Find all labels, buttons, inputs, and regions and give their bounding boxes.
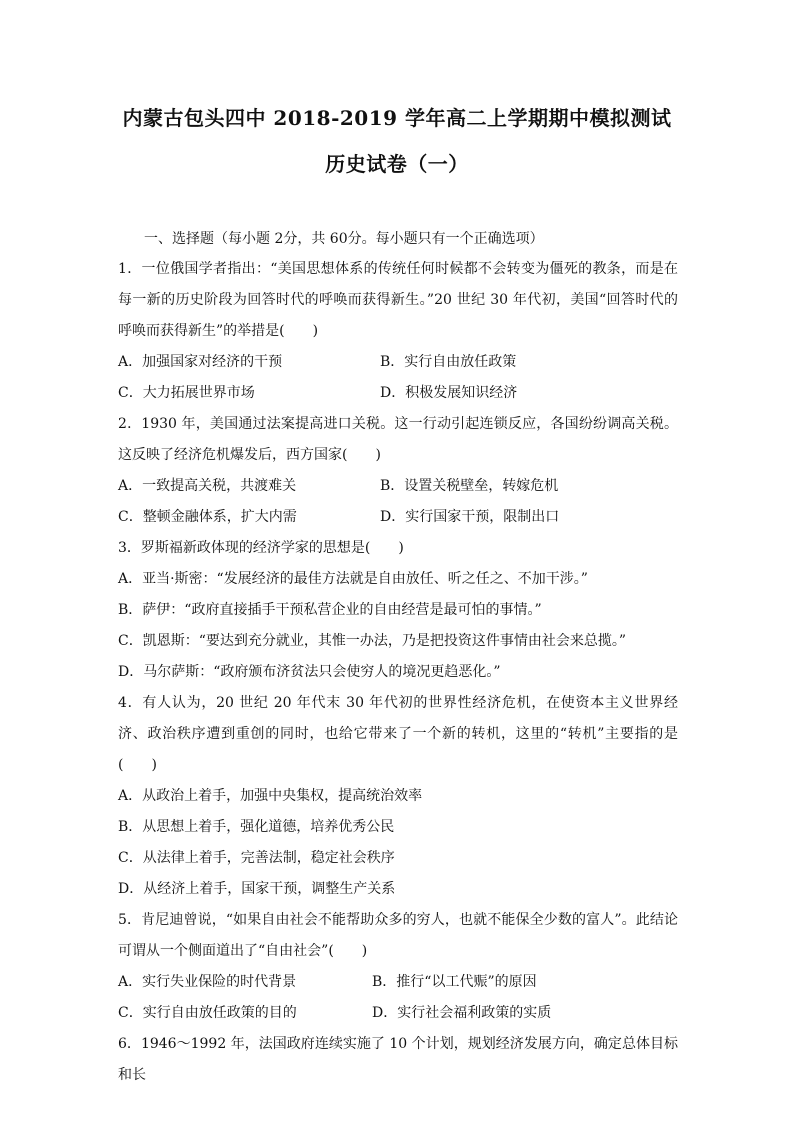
option-a: A．从政治上着手，加强中央集权，提高统治效率: [118, 788, 423, 804]
option-c: C．从法律上着手，完善法制，稳定社会秩序: [118, 850, 395, 866]
question-5-stem: 5．肯尼迪曾说，“如果自由社会不能帮助众多的穷人，也就不能保全少数的富人”。此结论可谓从一个侧面道出了“自由社会”( ): [118, 912, 678, 959]
option-a: A．亚当·斯密：“发展经济的最佳方法就是自由放任、听之任之、不加干涉。”: [118, 571, 588, 587]
question-3-stem: 3．罗斯福新政体现的经济学家的思想是( ): [118, 540, 404, 556]
question-2-options-row-2: [118, 502, 678, 533]
question-2-stem: 2．1930 年，美国通过法案提高进口关税。这一行动引起连锁反应，各国纷纷调高关税。这反映了经济危机爆发后，西方国家( ): [118, 416, 678, 463]
option-c: C．整顿金融体系，扩大内需: [118, 509, 297, 525]
option-d: D．马尔萨斯：“政府颁布济贫法只会使穷人的境况更趋恶化。”: [118, 664, 501, 680]
option-b: B．从思想上着手，强化道德，培养优秀公民: [118, 819, 395, 835]
exam-body: [118, 224, 678, 1091]
option-a: A．一致提高关税，共渡难关: [118, 478, 297, 494]
option-b: B．实行自由放任政策: [380, 354, 517, 370]
option-b: B．设置关税壁垒，转嫁危机: [380, 478, 559, 494]
option-c: C．实行自由放任政策的目的: [118, 1005, 297, 1021]
option-a: A．实行失业保险的时代背景: [118, 974, 297, 990]
question-1-stem: 1．一位俄国学者指出：“美国思想体系的传统任何时候都不会转变为僵死的教条，而是在每一新的历史阶段为回答时代的呼唤而获得新生。”20 世纪 30 年代初，美国“回答时代的呼唤而获得新生”的举措是( ): [118, 261, 678, 339]
exam-title: 内蒙古包头四中 2018-2019 学年高二上学期期中模拟测试: [122, 106, 672, 130]
question-2-options-row-1: [118, 471, 678, 502]
question-6-stem: 6．1946～1992 年，法国政府连续实施了 10 个计划，规划经济发展方向，确定总体目标和长: [118, 1036, 678, 1083]
option-b: B．推行“以工代赈”的原因: [372, 974, 537, 990]
option-d: D．从经济上着手，国家干预，调整生产关系: [118, 881, 396, 897]
option-c: C．大力拓展世界市场: [118, 385, 255, 401]
question-1-options-row-2: [118, 378, 678, 409]
option-d: D．实行国家干预，限制出口: [380, 509, 560, 525]
option-b: B．萨伊：“政府直接插手干预私营企业的自由经营是最可怕的事情。”: [118, 602, 542, 618]
option-d: D．实行社会福利政策的实质: [372, 1005, 552, 1021]
question-5-options-row-1: [118, 967, 678, 998]
question-5-options-row-2: [118, 998, 678, 1029]
option-a: A．加强国家对经济的干预: [118, 354, 283, 370]
option-c: C．凯恩斯：“要达到充分就业，其惟一办法，乃是把投资这件事情由社会来总揽。”: [118, 633, 627, 649]
question-4-stem: 4．有人认为，20 世纪 20 年代末 30 年代初的世界性经济危机，在使资本主义世界经济、政治秩序遭到重创的同时，也给它带来了一个新的转机，这里的“转机”主要指的是( ): [118, 695, 678, 773]
section-heading: 一、选择题（每小题 2分，共 60分。每小题只有一个正确选项）: [144, 231, 544, 247]
question-1-options-row-1: [118, 347, 678, 378]
option-d: D．积极发展知识经济: [380, 385, 518, 401]
exam-subtitle: 历史试卷（一）: [325, 152, 469, 176]
